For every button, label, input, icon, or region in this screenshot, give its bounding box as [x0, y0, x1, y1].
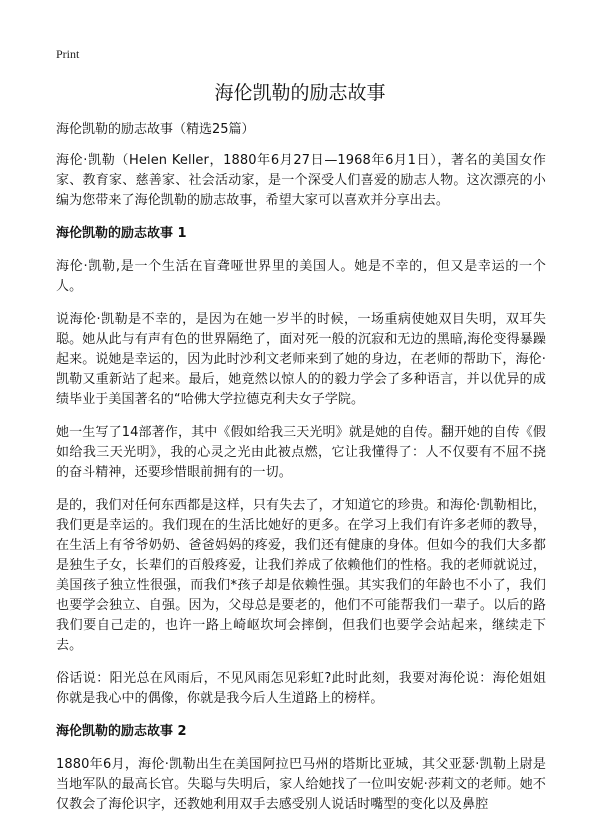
document-body [56, 120, 546, 828]
section-1-paragraph: 俗话说：阳光总在风雨后，不见风雨怎见彩虹?此时此刻，我要对海伦说：海伦姐姐你就是我心中的偶像，你就是我今后人生道路上的榜样。 [56, 671, 546, 706]
section-heading-2: 海伦凯勒的励志故事 2 [56, 724, 187, 739]
document-subtitle: 海伦凯勒的励志故事（精选25篇） [56, 122, 255, 137]
section-1-paragraph: 是的，我们对任何东西都是这样，只有失去了，才知道它的珍贵。和海伦·凯勒相比，我们更是幸运的。我们现在的生活比她好的更多。在学习上我们有许多老师的教导，在生活上有爷爷奶奶、爸爸妈妈的疼爱，我们还有健康的身体。但如今的我们大多都是独生子女，长辈们的百般疼爱，让我们养成了依赖他们的性格。我的老师就说过，美国孩子独立性很强，而我们*孩子却是依赖性强。其实我们的年龄也不小了，我们也要学会独立、自强。因为，父母总是要老的，他们不可能帮我们一辈子。以后的路我们要自己走的，也许一路上崎岖坎坷会摔倒，但我们也要学会站起来，继续走下去。 [56, 498, 546, 653]
print-link[interactable]: Print [56, 47, 80, 61]
section-1-paragraph: 她一生写了14部著作，其中《假如给我三天光明》就是她的自传。翻开她的自传《假如给我三天光明》，我的心灵之光由此被点燃，它让我懂得了：人不仅要有不屈不挠的奋斗精神，还要珍惜眼前拥有的一切。 [56, 425, 546, 480]
section-heading-1: 海伦凯勒的励志故事 1 [56, 226, 187, 241]
intro-paragraph: 海伦·凯勒（Helen Keller，1880年6月27日—1968年6月1日），著名的美国女作家、教育家、慈善家、社会活动家，是一个深受人们喜爱的励志人物。这次漂亮的小编为您带来了海伦凯勒的励志故事，希望大家可以喜欢并分享出去。 [56, 153, 546, 208]
section-1-paragraph: 海伦·凯勒,是一个生活在盲聋哑世界里的美国人。她是不幸的，但又是幸运的一个人。 [56, 259, 546, 294]
document-title: 海伦凯勒的励志故事 [214, 82, 386, 104]
section-2-paragraph: 1880年6月，海伦·凯勒出生在美国阿拉巴马州的塔斯比亚城，其父亚瑟·凯勒上尉是当地军队的最高长官。失聪与失明后，家人给她找了一位叫安妮·莎莉文的老师。她不仅教会了海伦识字，还教她利用双手去感受别人说话时嘴型的变化以及鼻腔 [56, 757, 546, 812]
section-1-paragraph: 说海伦·凯勒是不幸的，是因为在她一岁半的时候，一场重病使她双目失明，双耳失聪。她从此与有声有色的世界隔绝了，面对死一般的沉寂和无边的黑暗,海伦变得暴躁起来。说她是幸运的，因为此时沙利文老师来到了她的身边，在老师的帮助下，海伦·凯勒又重新站了起来。最后，她竟然以惊人的的毅力学会了多种语言，并以优异的成绩毕业于美国著名的“哈佛大学拉德克利夫女子学院。 [56, 312, 546, 407]
